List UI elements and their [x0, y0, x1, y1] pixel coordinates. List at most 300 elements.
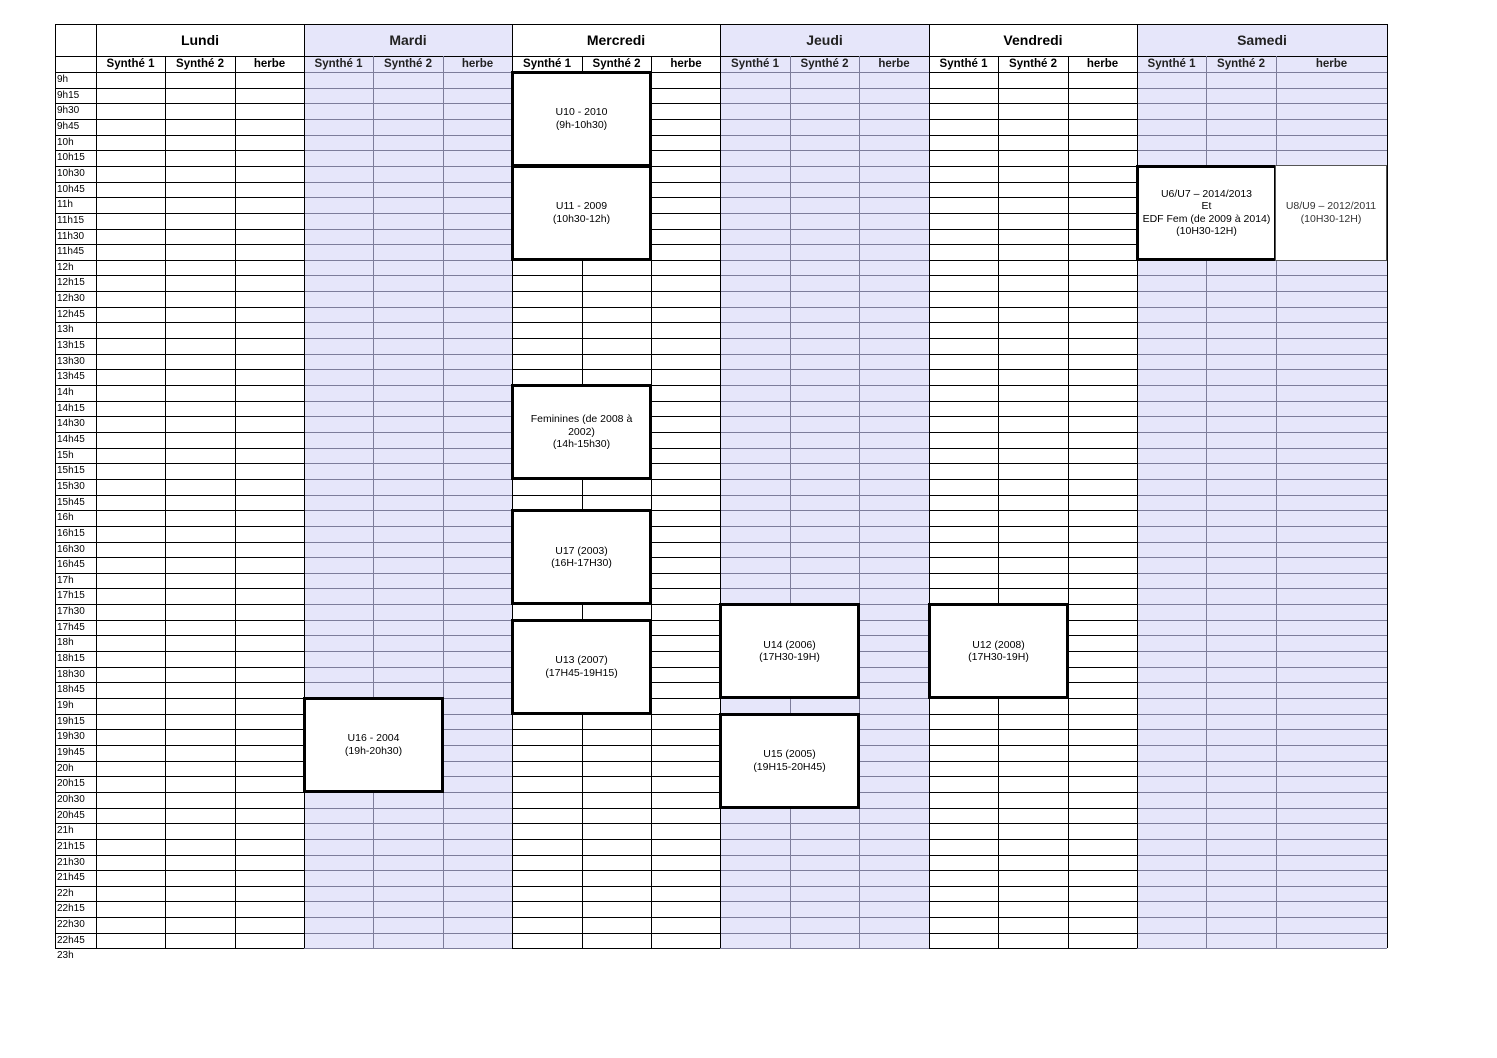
time-slot-label: 20h45 — [57, 809, 85, 821]
grid-hline — [1137, 573, 1387, 574]
grid-hline — [96, 604, 304, 605]
grid-hline — [1137, 823, 1387, 824]
grid-hline — [929, 510, 1137, 511]
time-slot-label: 21h — [57, 825, 74, 837]
grid-hline — [304, 135, 512, 136]
time-slot-label: 18h45 — [57, 684, 85, 696]
training-slot-line: (19h-20h30) — [344, 744, 403, 757]
grid-hline — [96, 761, 304, 762]
grid-hline — [720, 855, 929, 856]
day-column-shade — [304, 24, 512, 948]
training-slot-line: U8/U9 – 2012/2011 — [1285, 200, 1377, 213]
training-slot-line: (17H45-19H15) — [545, 666, 618, 679]
grid-hline — [96, 792, 304, 793]
day-header-mercredi: Mercredi — [586, 32, 646, 48]
grid-hline — [304, 448, 512, 449]
training-slot-line: Feminines (de 2008 à — [530, 413, 633, 426]
grid-hline — [929, 322, 1137, 323]
grid-hline — [512, 307, 720, 308]
grid-hline — [929, 948, 1137, 949]
grid-hline — [304, 182, 512, 183]
grid-hline — [929, 526, 1137, 527]
time-slot-label: 18h15 — [57, 653, 85, 665]
empty-slot-box — [512, 901, 583, 918]
grid-hline — [720, 448, 929, 449]
time-slot-label: 14h15 — [57, 402, 85, 414]
training-slot[interactable] — [719, 603, 860, 699]
training-slot-line: U17 (2003) — [555, 544, 608, 557]
grid-hline — [929, 166, 1137, 167]
grid-hline — [720, 933, 929, 934]
sub-column-header: Synthé 2 — [384, 58, 432, 70]
training-slot-line: (17H30-19H) — [968, 651, 1029, 664]
grid-hline — [1137, 72, 1387, 73]
grid-hline — [512, 761, 720, 762]
grid-hline — [720, 479, 929, 480]
grid-hline — [929, 197, 1137, 198]
day-header-mardi: Mardi — [389, 32, 427, 48]
grid-hline — [304, 463, 512, 464]
grid-hline — [304, 886, 512, 887]
time-slot-label: 10h — [57, 136, 74, 148]
time-slot-label: 23h — [57, 950, 74, 962]
grid-hline — [929, 714, 1137, 715]
grid-hline — [720, 72, 929, 73]
grid-hline — [304, 901, 512, 902]
grid-hline — [304, 150, 512, 151]
training-slot-line: U6/U7 – 2014/2013 — [1160, 187, 1253, 200]
time-slot-label: 22h — [57, 887, 74, 899]
grid-hline — [1137, 917, 1387, 918]
time-slot-label: 15h — [57, 449, 74, 461]
training-slot[interactable] — [511, 71, 652, 167]
grid-hline — [96, 416, 304, 417]
day-header-jeudi: Jeudi — [806, 32, 843, 48]
training-slot[interactable] — [511, 165, 652, 261]
time-slot-label: 17h — [57, 574, 74, 586]
grid-hline — [720, 948, 929, 949]
grid-hline — [929, 119, 1137, 120]
grid-hline — [96, 229, 304, 230]
grid-hline — [929, 463, 1137, 464]
grid-hline — [1137, 714, 1387, 715]
sub-column-header: herbe — [1315, 58, 1348, 70]
grid-hline — [304, 667, 512, 668]
time-slot-label: 12h15 — [57, 277, 85, 289]
grid-hline — [929, 917, 1137, 918]
grid-hline — [720, 557, 929, 558]
grid-hline — [720, 88, 929, 89]
grid-hline — [304, 260, 512, 261]
grid-hline — [720, 510, 929, 511]
grid-hline — [304, 416, 512, 417]
time-slot-label: 21h15 — [57, 840, 85, 852]
grid-hline — [1137, 855, 1387, 856]
grid-hline — [1137, 588, 1387, 589]
sub-column-header: Synthé 1 — [523, 58, 571, 70]
grid-hline — [96, 620, 304, 621]
grid-hline — [929, 338, 1137, 339]
day-column-shade — [720, 24, 929, 948]
grid-hline — [304, 103, 512, 104]
grid-hline — [304, 197, 512, 198]
time-slot-label: 20h30 — [57, 793, 85, 805]
grid-hline — [720, 369, 929, 370]
training-slot[interactable] — [1275, 165, 1387, 261]
training-slot-line: (16H-17H30) — [551, 557, 612, 570]
grid-hline — [512, 792, 720, 793]
grid-hline — [96, 855, 304, 856]
grid-hline — [929, 808, 1137, 809]
grid-hline — [929, 776, 1137, 777]
grid-hline — [512, 291, 720, 292]
grid-hline — [1137, 870, 1387, 871]
grid-hline — [929, 745, 1137, 746]
grid-hline — [1137, 698, 1387, 699]
grid-hline — [1137, 745, 1387, 746]
time-slot-label: 9h45 — [57, 120, 80, 132]
time-slot-label: 15h15 — [57, 465, 85, 477]
grid-hline — [929, 88, 1137, 89]
grid-hline — [720, 401, 929, 402]
grid-hline — [720, 870, 929, 871]
grid-hline — [96, 479, 304, 480]
grid-hline — [720, 119, 929, 120]
grid-hline — [720, 354, 929, 355]
grid-hline — [1137, 886, 1387, 887]
grid-hline — [1137, 808, 1387, 809]
grid-hline — [720, 839, 929, 840]
grid-hline — [1137, 792, 1387, 793]
grid-hline — [929, 385, 1137, 386]
grid-vline — [998, 56, 999, 948]
grid-hline — [96, 401, 304, 402]
grid-hline — [304, 385, 512, 386]
grid-hline — [304, 510, 512, 511]
empty-slot-box — [512, 870, 583, 887]
grid-hline — [96, 948, 304, 949]
training-slot-line: U15 (2005) — [763, 748, 816, 761]
training-slot[interactable] — [511, 509, 652, 605]
grid-hline — [96, 72, 304, 73]
grid-hline — [1137, 604, 1387, 605]
training-slot-line: (10H30-12H) — [1300, 212, 1362, 225]
training-slot-line: 2002) — [568, 425, 595, 438]
empty-slot-box — [512, 917, 583, 934]
grid-hline — [96, 698, 304, 699]
grid-hline — [929, 933, 1137, 934]
grid-hline — [720, 275, 929, 276]
grid-hline — [1137, 416, 1387, 417]
training-slot-line: U14 (2006) — [763, 638, 816, 651]
grid-hline — [720, 385, 929, 386]
grid-hline — [929, 839, 1137, 840]
grid-hline — [929, 260, 1137, 261]
training-slot-line: U10 - 2010 — [555, 106, 608, 119]
grid-hline — [929, 432, 1137, 433]
training-slot[interactable] — [303, 697, 444, 793]
grid-hline — [96, 839, 304, 840]
grid-hline — [1137, 119, 1387, 120]
time-slot-label: 19h30 — [57, 731, 85, 743]
grid-hline — [720, 432, 929, 433]
time-slot-label: 12h — [57, 261, 74, 273]
grid-hline — [304, 917, 512, 918]
grid-hline — [1137, 369, 1387, 370]
grid-vline — [235, 56, 236, 948]
grid-hline — [512, 354, 720, 355]
time-slot-label: 14h45 — [57, 433, 85, 445]
grid-hline — [96, 917, 304, 918]
grid-hline — [304, 948, 512, 949]
grid-hline — [304, 354, 512, 355]
grid-hline — [720, 197, 929, 198]
grid-hline — [96, 886, 304, 887]
grid-hline — [720, 166, 929, 167]
sub-column-header: herbe — [1086, 58, 1119, 70]
sub-column-header: herbe — [461, 58, 494, 70]
grid-hline — [929, 369, 1137, 370]
grid-hline — [96, 667, 304, 668]
grid-hline — [929, 135, 1137, 136]
training-slot-line: (14h-15h30) — [552, 438, 611, 451]
grid-hline — [1137, 88, 1387, 89]
training-slot-line: (19H15-20H45) — [753, 760, 826, 773]
grid-hline — [1137, 401, 1387, 402]
grid-hline — [1137, 510, 1387, 511]
grid-hline — [720, 542, 929, 543]
grid-hline — [96, 573, 304, 574]
grid-hline — [1137, 620, 1387, 621]
training-slot-line: U13 (2007) — [555, 654, 608, 667]
grid-hline — [929, 886, 1137, 887]
sub-column-header: Synthé 2 — [1009, 58, 1057, 70]
grid-hline — [1137, 448, 1387, 449]
grid-hline — [929, 870, 1137, 871]
grid-hline — [96, 933, 304, 934]
time-slot-label: 15h45 — [57, 496, 85, 508]
training-slot-line: (17H30-19H) — [759, 651, 820, 664]
grid-hline — [720, 917, 929, 918]
grid-hline — [96, 307, 304, 308]
grid-hline — [304, 166, 512, 167]
grid-hline — [304, 213, 512, 214]
time-slot-label: 9h30 — [57, 105, 80, 117]
time-slot-label: 13h — [57, 324, 74, 336]
grid-hline — [96, 197, 304, 198]
grid-hline — [929, 244, 1137, 245]
grid-hline — [720, 463, 929, 464]
grid-hline — [96, 635, 304, 636]
grid-hline — [96, 463, 304, 464]
time-slot-label: 9h15 — [57, 89, 80, 101]
grid-hline — [1137, 150, 1387, 151]
time-slot-label: 11h45 — [57, 246, 85, 258]
grid-hline — [1137, 432, 1387, 433]
grid-hline — [304, 808, 512, 809]
grid-hline — [929, 557, 1137, 558]
grid-hline — [929, 307, 1137, 308]
grid-hline — [304, 542, 512, 543]
sub-column-header: herbe — [878, 58, 910, 70]
grid-hline — [96, 510, 304, 511]
grid-vline — [373, 56, 374, 948]
time-slot-label: 20h — [57, 762, 74, 774]
training-slot-line: U12 (2008) — [972, 638, 1025, 651]
grid-hline — [1137, 322, 1387, 323]
grid-hline — [96, 729, 304, 730]
time-slot-label: 10h45 — [57, 183, 85, 195]
sub-column-header: Synthé 1 — [314, 58, 363, 70]
grid-hline — [96, 119, 304, 120]
time-slot-label: 10h30 — [57, 167, 85, 179]
grid-hline — [304, 432, 512, 433]
grid-hline — [304, 401, 512, 402]
grid-vline — [96, 24, 97, 948]
grid-vline — [859, 56, 860, 948]
time-slot-label: 18h30 — [57, 668, 85, 680]
grid-hline — [720, 307, 929, 308]
grid-hline — [1137, 933, 1387, 934]
grid-hline — [96, 369, 304, 370]
grid-hline — [512, 839, 720, 840]
time-slot-label: 11h — [57, 199, 73, 211]
time-slot-label: 21h30 — [57, 856, 85, 868]
grid-hline — [929, 823, 1137, 824]
grid-hline — [1137, 103, 1387, 104]
empty-slot-box — [512, 886, 583, 903]
sub-column-header: Synthé 1 — [106, 58, 155, 70]
grid-hline — [1137, 667, 1387, 668]
time-slot-label: 12h30 — [57, 293, 85, 305]
grid-hline — [720, 495, 929, 496]
grid-hline — [304, 291, 512, 292]
grid-hline — [720, 229, 929, 230]
grid-hline — [1137, 463, 1387, 464]
grid-hline — [1137, 135, 1387, 136]
grid-hline — [1137, 354, 1387, 355]
sub-column-header: Synthé 2 — [176, 58, 224, 70]
grid-hline — [96, 182, 304, 183]
grid-hline — [929, 275, 1137, 276]
time-slot-label: 22h30 — [57, 919, 85, 931]
grid-hline — [96, 542, 304, 543]
grid-hline — [304, 119, 512, 120]
training-slot[interactable] — [511, 619, 652, 715]
grid-hline — [1137, 479, 1387, 480]
grid-hline — [512, 338, 720, 339]
grid-hline — [720, 901, 929, 902]
training-slot[interactable] — [719, 713, 860, 809]
grid-hline — [929, 401, 1137, 402]
grid-hline — [96, 213, 304, 214]
grid-hline — [304, 651, 512, 652]
time-slot-label: 13h30 — [57, 355, 85, 367]
grid-hline — [720, 260, 929, 261]
sub-column-header: Synthé 2 — [1217, 58, 1265, 70]
grid-hline — [512, 275, 720, 276]
training-slot-line: EDF Fem (de 2009 à 2014) — [1142, 212, 1271, 225]
grid-hline — [304, 682, 512, 683]
day-header-samedi: Samedi — [1237, 32, 1287, 48]
time-slot-label: 13h15 — [57, 340, 85, 352]
grid-hline — [1137, 948, 1387, 949]
grid-hline — [720, 213, 929, 214]
grid-hline — [929, 901, 1137, 902]
training-slot[interactable] — [1136, 165, 1277, 261]
grid-hline — [929, 72, 1137, 73]
grid-hline — [512, 495, 720, 496]
grid-hline — [929, 855, 1137, 856]
grid-hline — [929, 103, 1137, 104]
training-slot-line: U16 - 2004 — [347, 732, 400, 745]
grid-hline — [96, 275, 304, 276]
grid-vline — [55, 24, 56, 948]
training-slot-line: Et — [1201, 200, 1212, 213]
grid-hline — [929, 354, 1137, 355]
grid-hline — [720, 244, 929, 245]
grid-hline — [96, 338, 304, 339]
grid-hline — [929, 150, 1137, 151]
training-slot-line: U11 - 2009 — [555, 200, 608, 213]
time-slot-label: 19h15 — [57, 715, 85, 727]
training-slot[interactable] — [928, 603, 1069, 699]
training-slot-line: (9h-10h30) — [555, 118, 608, 131]
grid-hline — [96, 432, 304, 433]
grid-hline — [304, 338, 512, 339]
time-slot-label: 22h45 — [57, 934, 85, 946]
training-slot[interactable] — [511, 384, 652, 480]
grid-hline — [304, 933, 512, 934]
grid-hline — [304, 307, 512, 308]
time-slot-label: 21h45 — [57, 872, 85, 884]
grid-vline — [304, 24, 305, 948]
grid-hline — [512, 369, 720, 370]
grid-hline — [1137, 275, 1387, 276]
grid-vline — [720, 24, 721, 948]
grid-hline — [96, 745, 304, 746]
grid-vline — [1068, 56, 1069, 948]
grid-hline — [96, 322, 304, 323]
grid-hline — [304, 557, 512, 558]
grid-hline — [96, 448, 304, 449]
grid-hline — [720, 322, 929, 323]
grid-hline — [929, 729, 1137, 730]
grid-hline — [929, 448, 1137, 449]
training-slot-line: (10h30-12h) — [552, 212, 611, 225]
grid-hline — [304, 573, 512, 574]
grid-hline — [96, 526, 304, 527]
time-slot-label: 22h15 — [57, 903, 85, 915]
time-slot-label: 16h45 — [57, 559, 85, 571]
grid-hline — [1137, 761, 1387, 762]
time-slot-label: 17h30 — [57, 606, 85, 618]
grid-hline — [304, 635, 512, 636]
time-slot-label: 20h15 — [57, 778, 85, 790]
grid-hline — [720, 573, 929, 574]
grid-hline — [1137, 526, 1387, 527]
grid-hline — [304, 72, 512, 73]
sub-column-header: Synthé 2 — [800, 58, 849, 70]
time-slot-label: 19h — [57, 700, 74, 711]
day-column-shade — [1137, 24, 1387, 948]
time-slot-label: 19h45 — [57, 746, 85, 758]
grid-hline — [1137, 307, 1387, 308]
grid-hline — [720, 182, 929, 183]
sub-column-header: Synthé 1 — [939, 58, 988, 70]
grid-hline — [1137, 651, 1387, 652]
grid-hline — [929, 761, 1137, 762]
